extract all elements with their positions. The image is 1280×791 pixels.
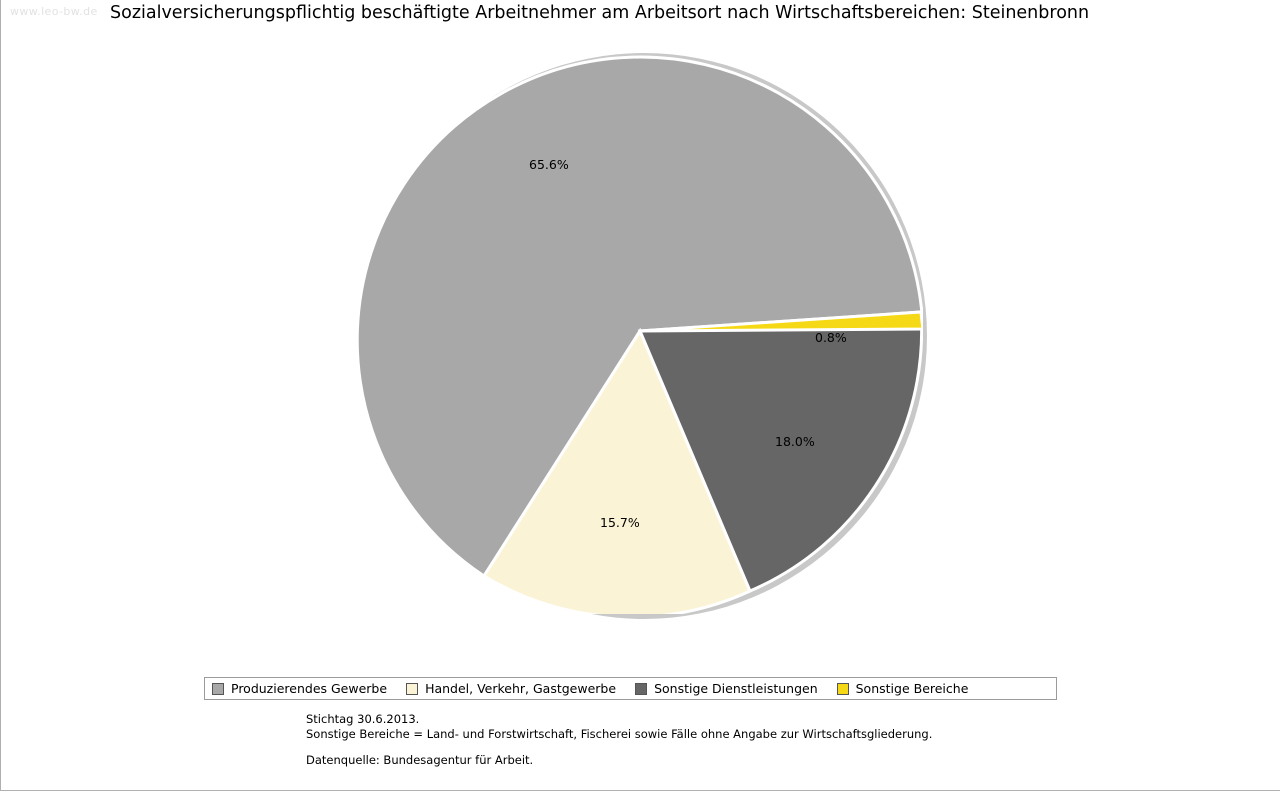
legend-swatch-icon (212, 683, 224, 695)
chart-legend (204, 677, 1057, 700)
pie-value-label-sonstige-dienstleistungen: 18.0% (775, 434, 815, 449)
legend-swatch-icon (635, 683, 647, 695)
pie-value-label-sonstige-bereiche: 0.8% (815, 330, 847, 345)
watermark: www.leo-bw.de (10, 5, 98, 18)
legend-item-sonstige-bereiche (837, 681, 969, 696)
legend-label: Produzierendes Gewerbe (231, 681, 388, 696)
pie-value-label-handel-verkehr-gastgewerbe: 15.7% (600, 515, 640, 530)
legend-swatch-icon (406, 683, 418, 695)
page-border-left (0, 0, 1, 791)
legend-item-produzierendes-gewerbe (212, 681, 387, 696)
legend-label: Handel, Verkehr, Gastgewerbe (425, 681, 617, 696)
legend-label: Sonstige Dienstleistungen (654, 681, 818, 696)
footnote-datenquelle: Datenquelle: Bundesagentur für Arbeit. (306, 753, 534, 767)
footnote-stichtag: Stichtag 30.6.2013. (306, 712, 420, 726)
chart-footnotes (306, 712, 932, 768)
legend-swatch-icon (837, 683, 849, 695)
pie-value-label-produzierendes-gewerbe: 65.6% (529, 157, 569, 172)
chart-title: Sozialversicherungspflichtig beschäftigte Arbeitnehmer am Arbeitsort nach Wirtschaftsbereichen: Steinenbronn (110, 3, 1090, 23)
pie-chart (357, 48, 925, 620)
legend-item-handel-verkehr-gastgewerbe (406, 681, 616, 696)
legend-label: Sonstige Bereiche (855, 681, 969, 696)
legend-item-sonstige-dienstleistungen (635, 681, 818, 696)
footnote-sonstige-bereiche: Sonstige Bereiche = Land- und Forstwirtschaft, Fischerei sowie Fälle ohne Angabe zur Wirtschaftsgliederung. (306, 727, 933, 741)
